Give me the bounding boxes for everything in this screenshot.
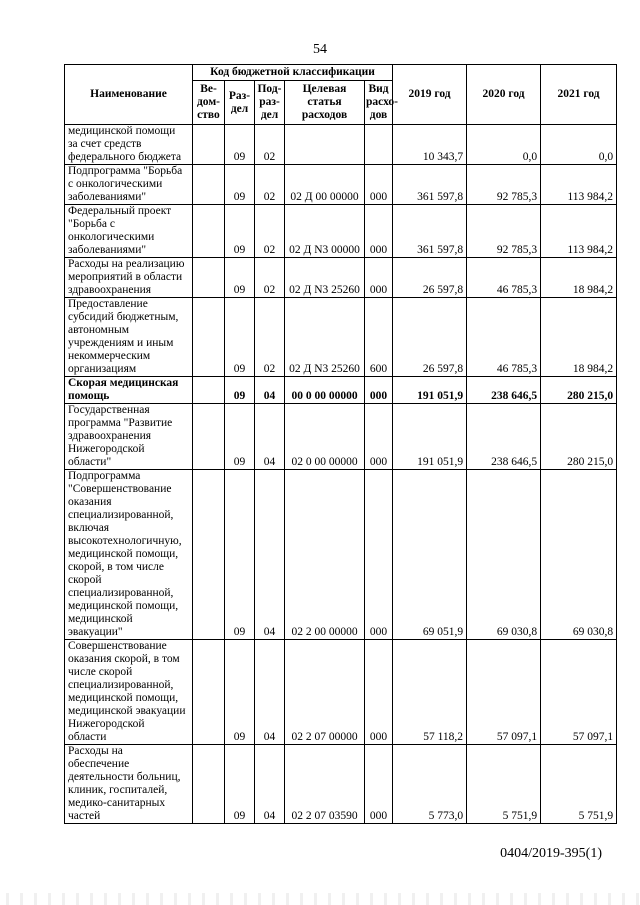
cell-y2019: 191 051,9 [393, 377, 467, 404]
cell-y2020: 238 646,5 [467, 404, 541, 470]
cell-y2021: 18 984,2 [541, 258, 617, 298]
cell-razdel: 09 [225, 640, 255, 745]
cell-ved [193, 165, 225, 205]
cell-podrazdel: 04 [255, 377, 285, 404]
cell-vid [365, 125, 393, 165]
cell-y2019: 361 597,8 [393, 165, 467, 205]
cell-podrazdel: 04 [255, 470, 285, 640]
cell-y2020: 92 785,3 [467, 165, 541, 205]
cell-target: 02 2 07 00000 [285, 640, 365, 745]
cell-razdel: 09 [225, 258, 255, 298]
cell-razdel: 09 [225, 745, 255, 824]
table-row [65, 470, 617, 640]
cell-name: Предоставление субсидий бюджетным, автономным учреждениям и иным некоммерческим организациям [65, 298, 193, 377]
cell-y2021: 18 984,2 [541, 298, 617, 377]
header-2019: 2019 год [393, 65, 467, 125]
cell-podrazdel: 02 [255, 258, 285, 298]
table-row [65, 125, 617, 165]
header-podrazdel: Под- раз- дел [255, 81, 285, 125]
header-budget-code-group: Код бюджетной классификации [193, 65, 393, 81]
budget-table [64, 64, 617, 824]
cell-razdel: 09 [225, 377, 255, 404]
cell-razdel: 09 [225, 470, 255, 640]
header-razdel: Раз- дел [225, 81, 255, 125]
cell-y2021: 57 097,1 [541, 640, 617, 745]
cell-ved [193, 298, 225, 377]
cell-y2019: 10 343,7 [393, 125, 467, 165]
cell-razdel: 09 [225, 404, 255, 470]
cell-ved [193, 258, 225, 298]
cell-y2020: 46 785,3 [467, 258, 541, 298]
cell-name: медицинской помощи за счет средств федерального бюджета [65, 125, 193, 165]
cell-podrazdel: 04 [255, 745, 285, 824]
cell-vid: 000 [365, 640, 393, 745]
cell-vid: 000 [365, 745, 393, 824]
cell-ved [193, 470, 225, 640]
cell-target: 02 Д N3 25260 [285, 258, 365, 298]
table-row [65, 640, 617, 745]
cell-y2021: 113 984,2 [541, 165, 617, 205]
cell-vid: 600 [365, 298, 393, 377]
scan-edge-artifact [0, 893, 640, 905]
cell-target: 02 Д 00 00000 [285, 165, 365, 205]
cell-target: 00 0 00 00000 [285, 377, 365, 404]
cell-ved [193, 377, 225, 404]
header-name: Наименование [65, 65, 193, 125]
cell-y2019: 5 773,0 [393, 745, 467, 824]
cell-y2019: 57 118,2 [393, 640, 467, 745]
cell-razdel: 09 [225, 205, 255, 258]
cell-name: Совершенствование оказания скорой, в том числе скорой специализированной, медицинской помощи, медицинской эвакуации Нижегородской области [65, 640, 193, 745]
cell-target: 02 0 00 00000 [285, 404, 365, 470]
cell-y2020: 5 751,9 [467, 745, 541, 824]
cell-y2020: 46 785,3 [467, 298, 541, 377]
cell-y2019: 26 597,8 [393, 258, 467, 298]
cell-target [285, 125, 365, 165]
cell-y2019: 361 597,8 [393, 205, 467, 258]
cell-podrazdel: 02 [255, 205, 285, 258]
document-code: 0404/2019-395(1) [500, 846, 602, 861]
cell-y2020: 57 097,1 [467, 640, 541, 745]
cell-name: Подпрограмма "Совершенствование оказания специализированной, включая высокотехнологичную, медицинской помощи, скорой, в том числе скорой специализированной, медицинской помощи, медицинской эвакуации" [65, 470, 193, 640]
cell-y2020: 92 785,3 [467, 205, 541, 258]
cell-vid: 000 [365, 205, 393, 258]
cell-target: 02 Д N3 25260 [285, 298, 365, 377]
cell-y2021: 5 751,9 [541, 745, 617, 824]
cell-y2021: 113 984,2 [541, 205, 617, 258]
cell-y2019: 26 597,8 [393, 298, 467, 377]
cell-razdel: 09 [225, 165, 255, 205]
cell-target: 02 2 07 03590 [285, 745, 365, 824]
cell-razdel: 09 [225, 125, 255, 165]
cell-name: Государственная программа "Развитие здравоохранения Нижегородской области" [65, 404, 193, 470]
cell-podrazdel: 02 [255, 298, 285, 377]
cell-target: 02 Д N3 00000 [285, 205, 365, 258]
header-vid: Вид расхо- дов [365, 81, 393, 125]
cell-ved [193, 125, 225, 165]
cell-podrazdel: 02 [255, 165, 285, 205]
cell-y2019: 69 051,9 [393, 470, 467, 640]
cell-name: Подпрограмма "Борьба с онкологическими заболеваниями" [65, 165, 193, 205]
header-2020: 2020 год [467, 65, 541, 125]
header-2021: 2021 год [541, 65, 617, 125]
cell-vid: 000 [365, 165, 393, 205]
cell-ved [193, 745, 225, 824]
cell-vid: 000 [365, 404, 393, 470]
cell-y2021: 280 215,0 [541, 377, 617, 404]
cell-y2021: 280 215,0 [541, 404, 617, 470]
cell-name: Скорая медицинская помощь [65, 377, 193, 404]
cell-target: 02 2 00 00000 [285, 470, 365, 640]
cell-y2019: 191 051,9 [393, 404, 467, 470]
table-row [65, 258, 617, 298]
cell-vid: 000 [365, 258, 393, 298]
cell-podrazdel: 04 [255, 640, 285, 745]
cell-y2020: 69 030,8 [467, 470, 541, 640]
cell-vid: 000 [365, 470, 393, 640]
table-row [65, 745, 617, 824]
cell-name: Федеральный проект "Борьба с онкологическими заболеваниями" [65, 205, 193, 258]
table-row [65, 377, 617, 404]
cell-y2021: 69 030,8 [541, 470, 617, 640]
table-row [65, 165, 617, 205]
cell-ved [193, 640, 225, 745]
header-ved: Ве- дом- ство [193, 81, 225, 125]
cell-ved [193, 205, 225, 258]
cell-y2021: 0,0 [541, 125, 617, 165]
header-target: Целевая статья расходов [285, 81, 365, 125]
cell-podrazdel: 02 [255, 125, 285, 165]
page-number: 54 [313, 42, 327, 57]
cell-y2020: 0,0 [467, 125, 541, 165]
cell-podrazdel: 04 [255, 404, 285, 470]
cell-name: Расходы на обеспечение деятельности больниц, клиник, госпиталей, медико-санитарных частей [65, 745, 193, 824]
cell-vid: 000 [365, 377, 393, 404]
cell-ved [193, 404, 225, 470]
cell-name: Расходы на реализацию мероприятий в области здравоохранения [65, 258, 193, 298]
cell-y2020: 238 646,5 [467, 377, 541, 404]
table-row [65, 298, 617, 377]
cell-razdel: 09 [225, 298, 255, 377]
table-row [65, 205, 617, 258]
table-row [65, 404, 617, 470]
